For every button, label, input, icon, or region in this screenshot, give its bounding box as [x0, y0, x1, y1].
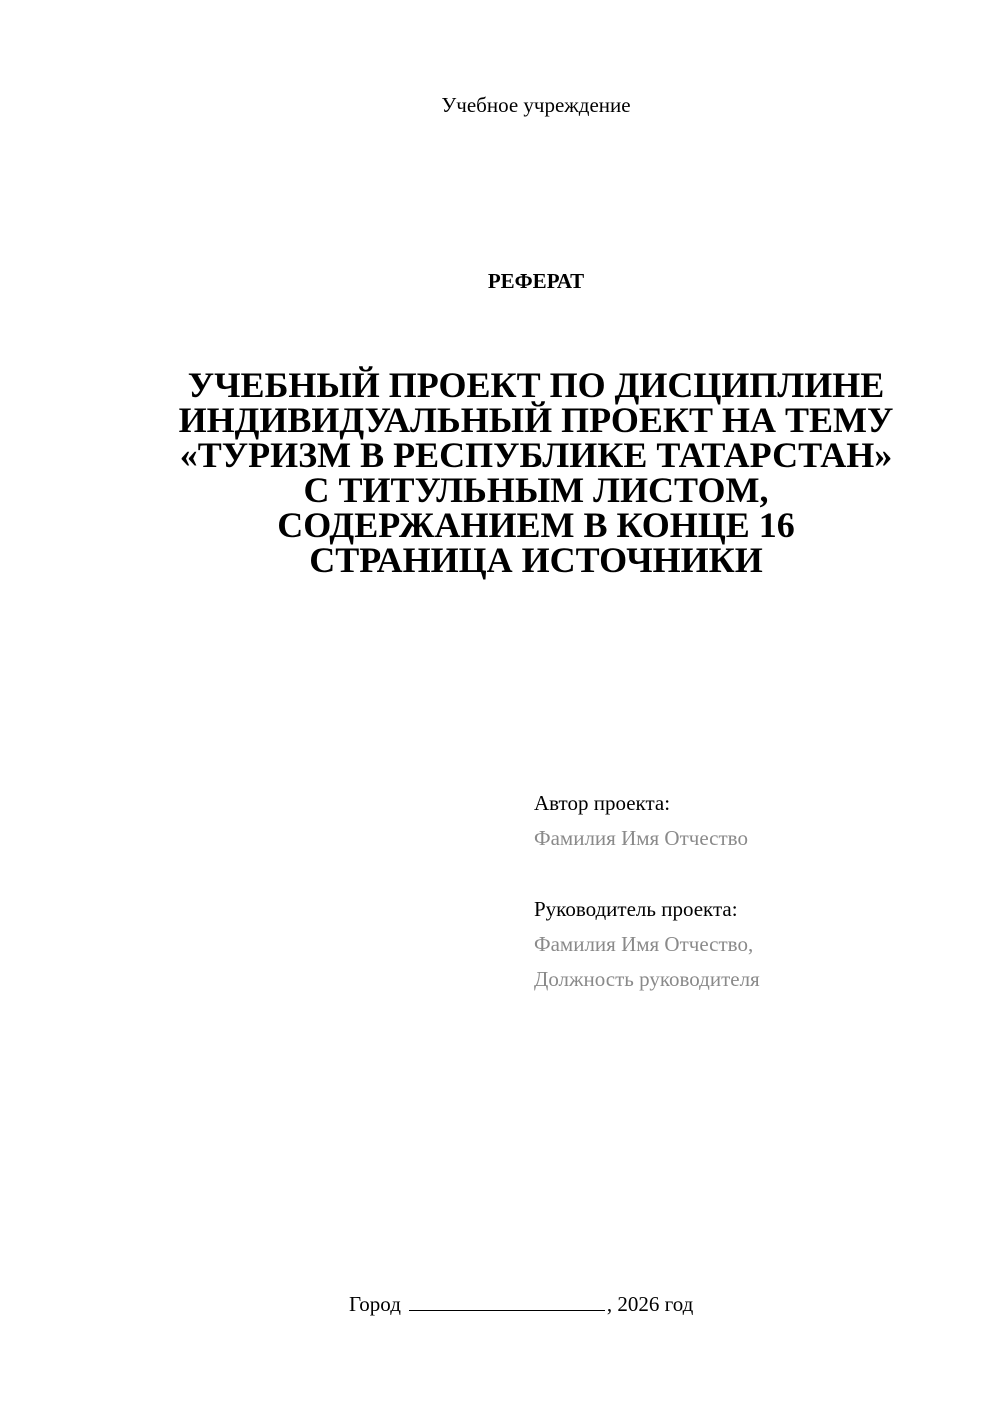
supervisor-block — [534, 892, 974, 997]
author-name: Фамилия Имя Отчество — [534, 826, 748, 850]
supervisor-name: Фамилия Имя Отчество, — [534, 932, 754, 956]
document-title — [120, 365, 952, 580]
document-type: РЕФЕРАТ — [487, 269, 585, 293]
footer-city-year — [349, 1290, 693, 1318]
institution-name: Учебное учреждение — [441, 93, 631, 117]
city-label: Город — [349, 1292, 401, 1316]
supervisor-label: Руководитель проекта: — [534, 897, 738, 921]
author-block — [534, 786, 974, 856]
title-line: «ТУРИЗМ В РЕСПУБЛИКЕ ТАТАРСТАН» — [179, 435, 893, 475]
city-blank-line — [409, 1292, 605, 1311]
title-line: С ТИТУЛЬНЫМ ЛИСТОМ, — [303, 470, 769, 510]
author-label: Автор проекта: — [534, 791, 671, 815]
title-line: УЧЕБНЫЙ ПРОЕКТ ПО ДИСЦИПЛИНЕ — [187, 365, 885, 405]
year-text: , 2026 год — [606, 1292, 694, 1316]
title-line: ИНДИВИДУАЛЬНЫЙ ПРОЕКТ НА ТЕМУ — [178, 400, 894, 440]
title-line: СОДЕРЖАНИЕМ В КОНЦЕ 16 — [277, 505, 795, 545]
title-line: СТРАНИЦА ИСТОЧНИКИ — [309, 540, 763, 580]
supervisor-position: Должность руководителя — [534, 967, 760, 991]
